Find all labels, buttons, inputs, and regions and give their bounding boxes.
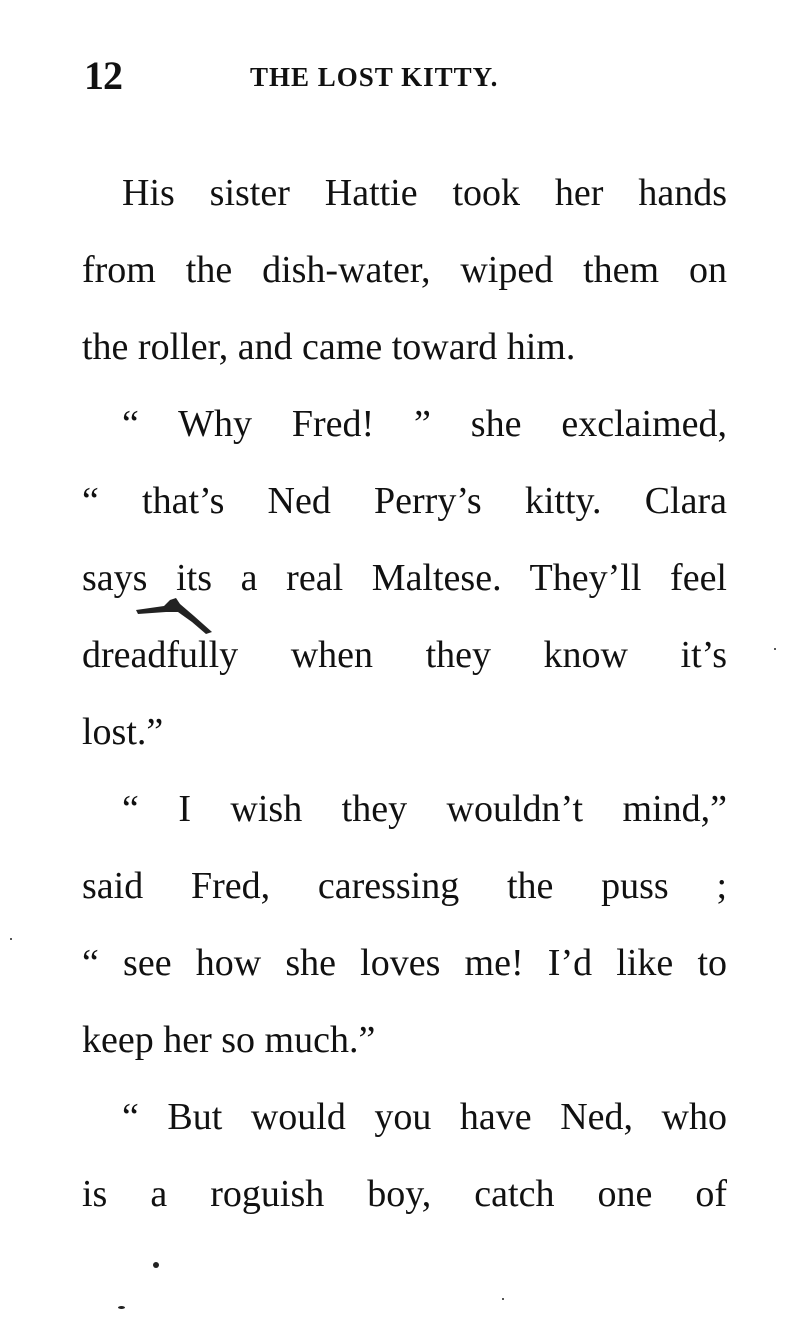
- text-line: “ that’s Ned Perry’s kitty. Clara: [82, 480, 727, 522]
- text-line: “ Why Fred! ” she exclaimed,: [122, 403, 727, 445]
- text-line: says its a real Maltese. They’ll feel: [82, 557, 727, 599]
- text-line: keep her so much.”: [82, 1019, 376, 1061]
- running-title: THE LOST KITTY.: [250, 62, 499, 92]
- ink-speck: [118, 1306, 125, 1309]
- ink-speck: [10, 938, 12, 940]
- text-line: lost.”: [82, 711, 164, 753]
- text-line: said Fred, caressing the puss ;: [82, 865, 727, 907]
- text-line: “ But would you have Ned, who: [122, 1096, 727, 1138]
- ink-speck: [502, 1298, 504, 1300]
- body-text: [82, 155, 727, 1233]
- text-line: “ see how she loves me! I’d like to: [82, 942, 727, 984]
- text-line: His sister Hattie took her hands: [122, 172, 727, 214]
- text-line: is a roguish boy, catch one of: [82, 1173, 727, 1215]
- text-line: the roller, and came toward him.: [82, 326, 576, 368]
- ink-speck: [153, 1262, 159, 1268]
- text-line: from the dish-water, wiped them on: [82, 249, 727, 291]
- text-line: dreadfully when they know it’s: [82, 634, 727, 676]
- text-line: “ I wish they wouldn’t mind,”: [122, 788, 727, 830]
- ink-smudge: [134, 596, 214, 636]
- ink-speck: [774, 648, 776, 650]
- page-number: 12: [84, 53, 122, 98]
